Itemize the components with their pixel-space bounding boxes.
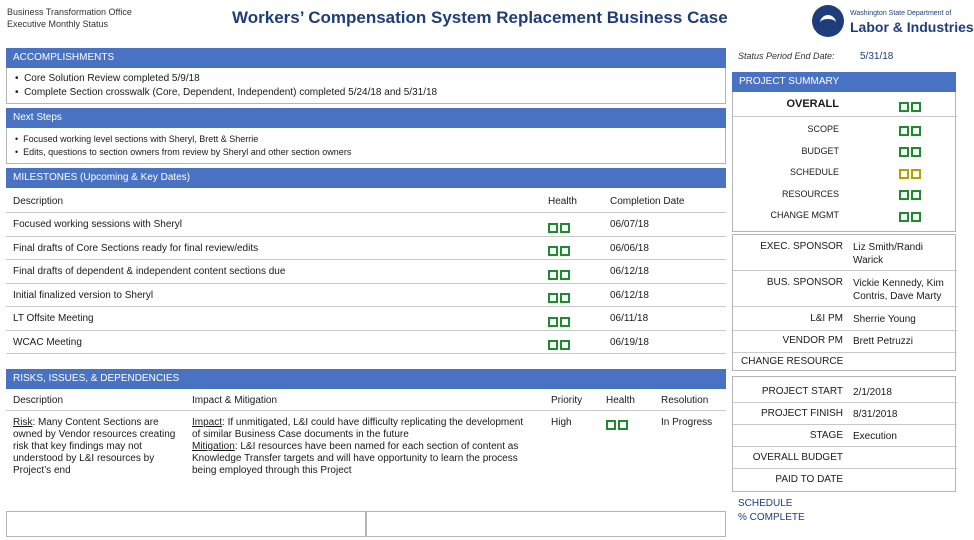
milestone-row: [6, 237, 726, 261]
next-step-item: • Edits, questions to section owners from review by Sheryl and other section owners: [15, 147, 352, 157]
org-header: [7, 6, 132, 30]
summary-row-resources: [733, 185, 957, 207]
divider: [733, 270, 957, 271]
risk-priority: High: [551, 417, 572, 428]
bus-sponsor-value: Vickie Kennedy, Kim Contris, Dave Marty: [853, 278, 944, 302]
accomplishment-item: • Core Solution Review completed 5/9/18: [15, 73, 200, 84]
milestone-date: 06/11/18: [610, 313, 649, 324]
paid-to-date-label: PAID TO DATE: [775, 474, 843, 485]
summary-label: RESOURCES: [781, 188, 839, 199]
key-decisions-needed-heading: KEY DECISIONS NEEDED: [373, 495, 496, 506]
vendor-pm-label: VENDOR PM: [782, 335, 843, 346]
next-steps-heading: Next Steps: [6, 108, 726, 128]
milestone-health-indicator: [548, 313, 572, 331]
health-square-icon: [899, 126, 909, 136]
milestone-row: [6, 307, 726, 331]
risk-col-priority: Priority: [551, 395, 583, 406]
next-steps-panel: [6, 128, 726, 164]
summary-label: BUDGET: [801, 145, 839, 156]
milestone-health-indicator: [548, 219, 572, 237]
milestone-health-indicator: [548, 266, 572, 284]
risk-col-resolution: Resolution: [661, 395, 709, 406]
schedule-complete-line2: % COMPLETE: [738, 512, 805, 523]
health-square-icon: [548, 293, 558, 303]
milestone-health-indicator: [548, 337, 572, 355]
milestone-health-indicator: [548, 243, 572, 261]
overall-health-indicator: [899, 98, 923, 116]
stage-label: STAGE: [809, 430, 843, 441]
milestone-health-indicator: [548, 290, 572, 308]
accomplishments-heading: ACCOMPLISHMENTS: [6, 48, 726, 68]
project-start-value: 2/1/2018: [853, 387, 892, 398]
milestone-date: 06/12/18: [610, 266, 649, 277]
logo-emblem-icon: [812, 5, 844, 37]
divider: [733, 424, 957, 425]
key-decisions-made-panel: [6, 511, 366, 537]
divider: [733, 116, 957, 117]
next-step-item: • Focused working level sections with Sheryl, Brett & Sherrie: [15, 134, 259, 144]
health-square-icon: [899, 147, 909, 157]
summary-row-budget: [733, 142, 957, 164]
report-type: Executive Monthly Status: [7, 19, 109, 29]
divider: [733, 330, 957, 331]
schedule-complete: [738, 497, 805, 525]
people-panel: [732, 234, 956, 371]
risk-col-health: Health: [606, 395, 635, 406]
vendor-pm-value: Brett Petruzzi: [853, 336, 914, 347]
li-pm-value: Sherrie Young: [853, 314, 916, 325]
health-square-icon: [911, 190, 921, 200]
risk-impact-mitigation: Impact: If unmitigated, L&I could have difficulty replicating the development of similar Business Case documents in the future Mitigation: L&I resources have been named for each section of content as Knowledge Transfer targets and will have opportunity to learn the process being employed through this Project: [192, 417, 524, 476]
li-pm-label: L&I PM: [810, 313, 843, 324]
summary-health-indicator: [899, 144, 923, 162]
exec-sponsor-label: EXEC. SPONSOR: [760, 241, 843, 252]
schedule-complete-line1: SCHEDULE: [738, 498, 793, 509]
milestone-description: Focused working sessions with Sheryl: [13, 219, 182, 230]
risks-heading: RISKS, ISSUES, & DEPENDENCIES: [6, 369, 726, 389]
status-period-value: 5/31/18: [860, 51, 894, 62]
change-resource-label: CHANGE RESOURCE: [741, 356, 844, 367]
milestone-date: 06/06/18: [610, 242, 649, 254]
summary-row-scope: [733, 120, 957, 142]
bus-sponsor-label: BUS. SPONSOR: [766, 277, 843, 288]
health-square-icon: [911, 212, 921, 222]
summary-label: SCOPE: [807, 124, 839, 134]
risk-col-impact: Impact & Mitigation: [192, 395, 278, 406]
risks-header-row: [6, 389, 726, 411]
milestone-description: Initial finalized version to Sheryl: [13, 289, 154, 301]
health-square-icon: [560, 293, 570, 303]
health-square-icon: [911, 147, 921, 157]
milestone-row: [6, 213, 726, 237]
summary-label: CHANGE MGMT: [770, 210, 839, 220]
milestone-row: [6, 284, 726, 308]
milestones-table: [6, 213, 726, 354]
summary-health-indicator: [899, 187, 923, 205]
health-square-icon: [899, 212, 909, 222]
project-finish-label: PROJECT FINISH: [760, 408, 843, 419]
health-square-icon: [548, 246, 558, 256]
health-square-icon: [560, 317, 570, 327]
overall-budget-label: OVERALL BUDGET: [752, 452, 843, 463]
milestones-heading: MILESTONES (Upcoming & Key Dates): [6, 168, 726, 188]
health-square-icon: [899, 102, 909, 112]
summary-health-indicator: [899, 165, 923, 183]
logo-text-line2: Labor & Industries: [850, 19, 974, 35]
risk-description: Risk: Many Content Sections are owned by Vendor resources creating risk that key findings may not understood by L&I resources by Project’s end: [13, 417, 176, 476]
key-decisions-made-heading: KEY DECISIONS MADE: [13, 495, 123, 506]
summary-label: SCHEDULE: [789, 167, 839, 177]
summary-row-schedule: [733, 163, 957, 185]
milestone-row: [6, 331, 726, 355]
status-period-label: Status Period End Date:: [738, 51, 835, 61]
risk-row: [6, 411, 726, 489]
accomplishments-panel: [6, 68, 726, 104]
health-square-icon: [911, 102, 921, 112]
milestone-description: Final drafts of Core Sections ready for final review/edits: [13, 242, 259, 254]
health-square-icon: [911, 126, 921, 136]
milestone-date: 06/19/18: [610, 336, 649, 348]
milestone-date: 06/07/18: [610, 219, 649, 230]
overall-label: OVERALL: [786, 98, 839, 110]
milestone-row: [6, 260, 726, 284]
health-square-icon: [560, 223, 570, 233]
summary-health-indicator: [899, 208, 923, 226]
divider: [733, 306, 957, 307]
divider: [733, 402, 957, 403]
health-square-icon: [899, 169, 909, 179]
project-finish-value: 8/31/2018: [853, 409, 898, 420]
col-completion-date: Completion Date: [610, 196, 685, 207]
logo-text-line1: Washington State Department of: [850, 10, 952, 17]
health-square-icon: [618, 420, 628, 430]
health-square-icon: [560, 246, 570, 256]
summary-items: [733, 120, 957, 228]
exec-sponsor-value: Liz Smith/Randi Warick: [853, 242, 924, 266]
health-square-icon: [606, 420, 616, 430]
risk-resolution: In Progress: [661, 417, 713, 428]
milestone-description: WCAC Meeting: [13, 336, 82, 348]
milestone-description: Final drafts of dependent & independent content sections due: [13, 266, 286, 277]
summary-row-change-mgmt: [733, 206, 957, 228]
key-decisions-needed-panel: [366, 511, 726, 537]
page-title: Workers’ Compensation System Replacement Business Case: [232, 8, 728, 27]
divider: [733, 468, 957, 469]
divider: [733, 352, 957, 353]
health-square-icon: [560, 340, 570, 350]
project-start-label: PROJECT START: [761, 386, 843, 397]
health-square-icon: [560, 270, 570, 280]
project-summary-panel: [732, 92, 956, 232]
project-summary-heading: PROJECT SUMMARY: [732, 72, 956, 92]
col-description: Description: [13, 196, 64, 207]
col-health: Health: [548, 196, 577, 207]
risk-health-indicator: [606, 416, 630, 434]
milestone-description: LT Offsite Meeting: [13, 313, 94, 324]
risk-col-description: Description: [13, 395, 64, 406]
dates-panel: [732, 376, 956, 492]
accomplishment-item: • Complete Section crosswalk (Core, Dependent, Independent) completed 5/24/18 and 5/31/18: [15, 87, 438, 98]
health-square-icon: [548, 223, 558, 233]
stage-value: Execution: [853, 431, 897, 442]
divider: [733, 446, 957, 447]
health-square-icon: [911, 169, 921, 179]
milestone-date: 06/12/18: [610, 289, 649, 301]
health-square-icon: [548, 340, 558, 350]
health-square-icon: [548, 317, 558, 327]
health-square-icon: [899, 190, 909, 200]
agency-logo: [812, 5, 974, 39]
health-square-icon: [548, 270, 558, 280]
summary-health-indicator: [899, 122, 923, 140]
milestones-header-row: [6, 188, 726, 213]
org-name: Business Transformation Office: [7, 7, 132, 17]
